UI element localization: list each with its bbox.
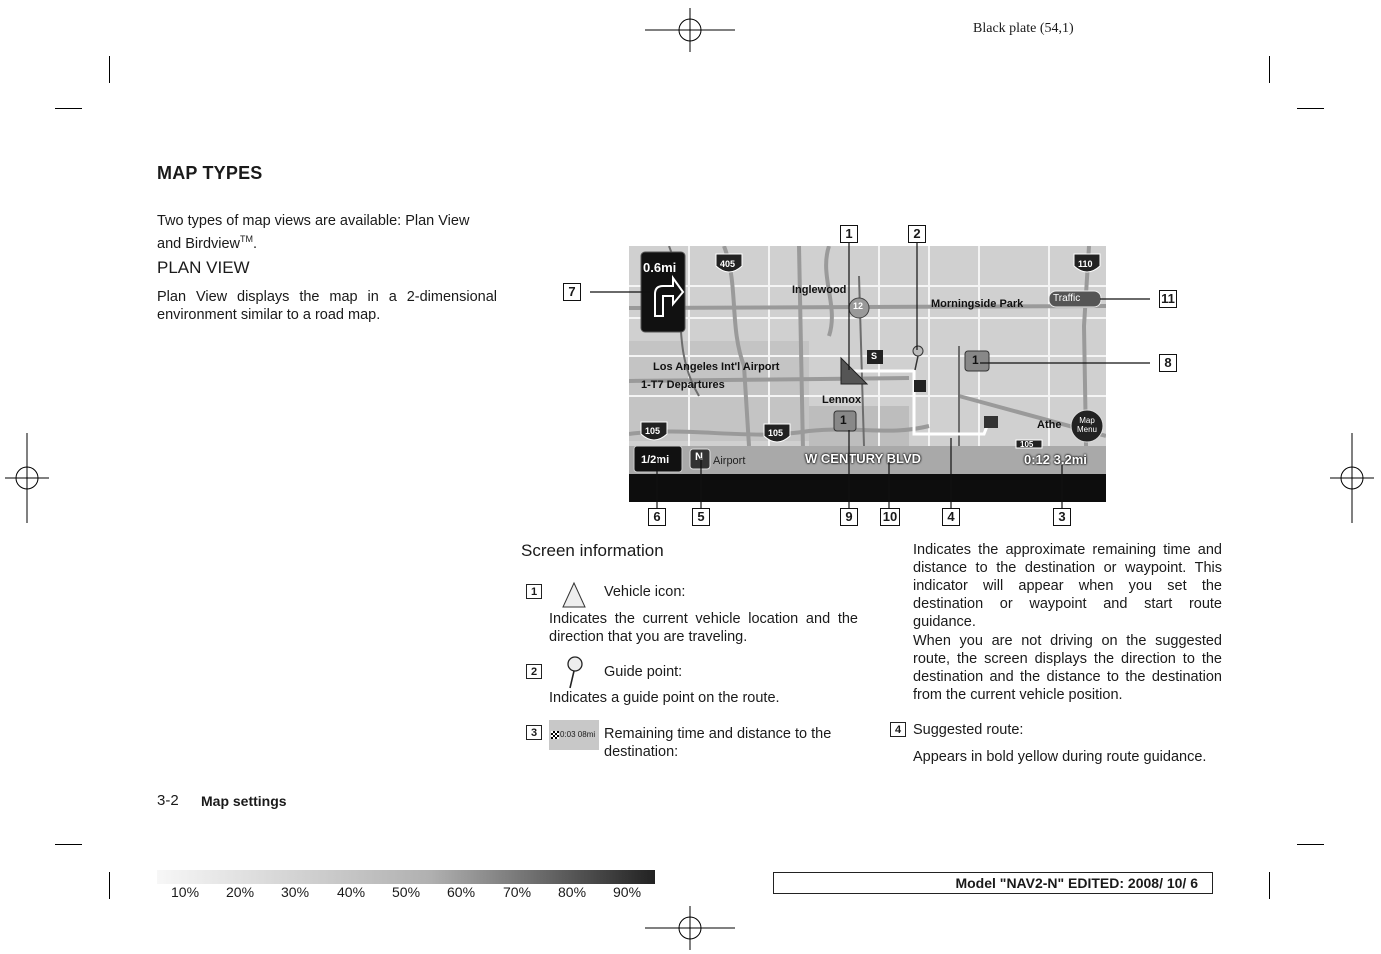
map-menu-button: Map Menu: [1076, 416, 1097, 434]
screen-info-heading: Screen information: [521, 541, 664, 560]
remaining-time-desc: Indicates the approximate remaining time and distance to the destination or waypoint. This indicator will appear when you set the destination or waypoint and start route guidance.: [913, 542, 1222, 630]
pct-40: 40%: [337, 884, 366, 900]
scale-label: 1/2mi: [641, 454, 670, 466]
item-1-number: 1: [526, 584, 542, 599]
shield-405-label: 405: [720, 259, 736, 269]
callout-2: 2: [908, 225, 926, 243]
footer-section-title: Map settings: [201, 793, 287, 809]
waypoint-marker-2-label: 1: [840, 413, 847, 427]
athens-label: Athe: [1037, 419, 1062, 431]
map-distance-label: 0.6mi: [643, 260, 677, 275]
callout-9: 9: [840, 508, 858, 526]
callout-10: 10: [880, 508, 900, 526]
street-name-label: W CENTURY BLVD: [805, 451, 922, 466]
shield-110-label: 110: [1078, 259, 1093, 269]
pct-70: 70%: [503, 884, 532, 900]
lennox-label: Lennox: [822, 394, 862, 406]
callout-6: 6: [648, 508, 666, 526]
shield-105b-label: 105: [768, 428, 784, 438]
pct-80: 80%: [558, 884, 587, 900]
callout-11: 11: [1159, 290, 1177, 308]
item-4-number: 4: [890, 722, 906, 737]
intro-paragraph: [157, 212, 497, 253]
item-3-number: 3: [526, 725, 542, 740]
traffic-button: Traffic: [1053, 293, 1081, 304]
pct-10: 10%: [171, 884, 200, 900]
registration-mark-top: [645, 8, 735, 52]
item-2-label: Guide point:: [604, 664, 683, 680]
item-4-desc: Appears in bold yellow during route guidance.: [913, 749, 1207, 765]
route-12-label: 12: [853, 301, 864, 311]
shield-105c-label: 105: [1020, 440, 1034, 449]
north-label: N: [695, 451, 703, 463]
callout-4: 4: [942, 508, 960, 526]
item-1-label: Vehicle icon:: [604, 584, 686, 600]
pct-60: 60%: [447, 884, 476, 900]
registration-mark-left: [5, 433, 49, 523]
item-2-number: 2: [526, 664, 542, 679]
checkered-flag-icon: [551, 731, 559, 739]
callout-8: 8: [1159, 354, 1177, 372]
callout-5: 5: [692, 508, 710, 526]
morningside-label: Morningside Park: [931, 298, 1024, 310]
calibration-bar: [157, 870, 655, 884]
pct-30: 30%: [281, 884, 310, 900]
vehicle-icon: [561, 581, 587, 609]
plan-view-paragraph: Plan View displays the map in a 2-dimensional environment similar to a road map.: [157, 289, 497, 323]
guide-point-icon: [564, 656, 584, 690]
intro-text: Two types of map views are available: Plan View and Birdview: [157, 213, 470, 252]
callout-7: 7: [563, 283, 581, 301]
airport-label: Los Angeles Int'l Airport: [653, 361, 780, 373]
trademark: TM: [240, 234, 254, 244]
callout-3: 3: [1053, 508, 1071, 526]
pct-90: 90%: [613, 884, 642, 900]
callout-leaders: [560, 220, 1200, 530]
item-3-label: Remaining time and distance to the destination:: [604, 726, 832, 760]
shield-105a-label: 105: [645, 426, 661, 436]
item-2-desc: Indicates a guide point on the route.: [549, 690, 780, 706]
inglewood-label: Inglewood: [792, 284, 847, 296]
remaining-time-icon: [549, 720, 599, 750]
page-number: 3-2: [157, 792, 179, 809]
registration-mark-right: [1330, 433, 1374, 523]
start-flag-label: S: [871, 351, 878, 361]
departures-label: 1-T7 Departures: [641, 379, 725, 391]
model-edited-box: Model "NAV2-N" EDITED: 2008/ 10/ 6: [773, 872, 1213, 894]
pct-50: 50%: [392, 884, 421, 900]
remaining-time-icon-text: 0:03 08mi: [560, 730, 596, 739]
off-route-desc: When you are not driving on the suggested route, the screen displays the direction to the destination and the distance to the destination from the current vehicle position.: [913, 633, 1222, 703]
section-title: MAP TYPES: [157, 163, 263, 183]
plan-view-heading: PLAN VIEW: [157, 258, 250, 277]
airport-short-label: Airport: [713, 455, 746, 467]
item-1-desc: Indicates the current vehicle location and the direction that you are traveling.: [549, 611, 858, 645]
plate-label: Black plate (54,1): [973, 21, 1074, 36]
callout-1: 1: [840, 225, 858, 243]
pct-20: 20%: [226, 884, 255, 900]
remaining-distance-label: 0:12 3.2mi: [1024, 452, 1087, 467]
waypoint-marker-label: 1: [972, 353, 979, 367]
item-4-label: Suggested route:: [913, 722, 1024, 738]
registration-mark-bottom: [645, 906, 735, 950]
intro-end: .: [253, 235, 258, 252]
